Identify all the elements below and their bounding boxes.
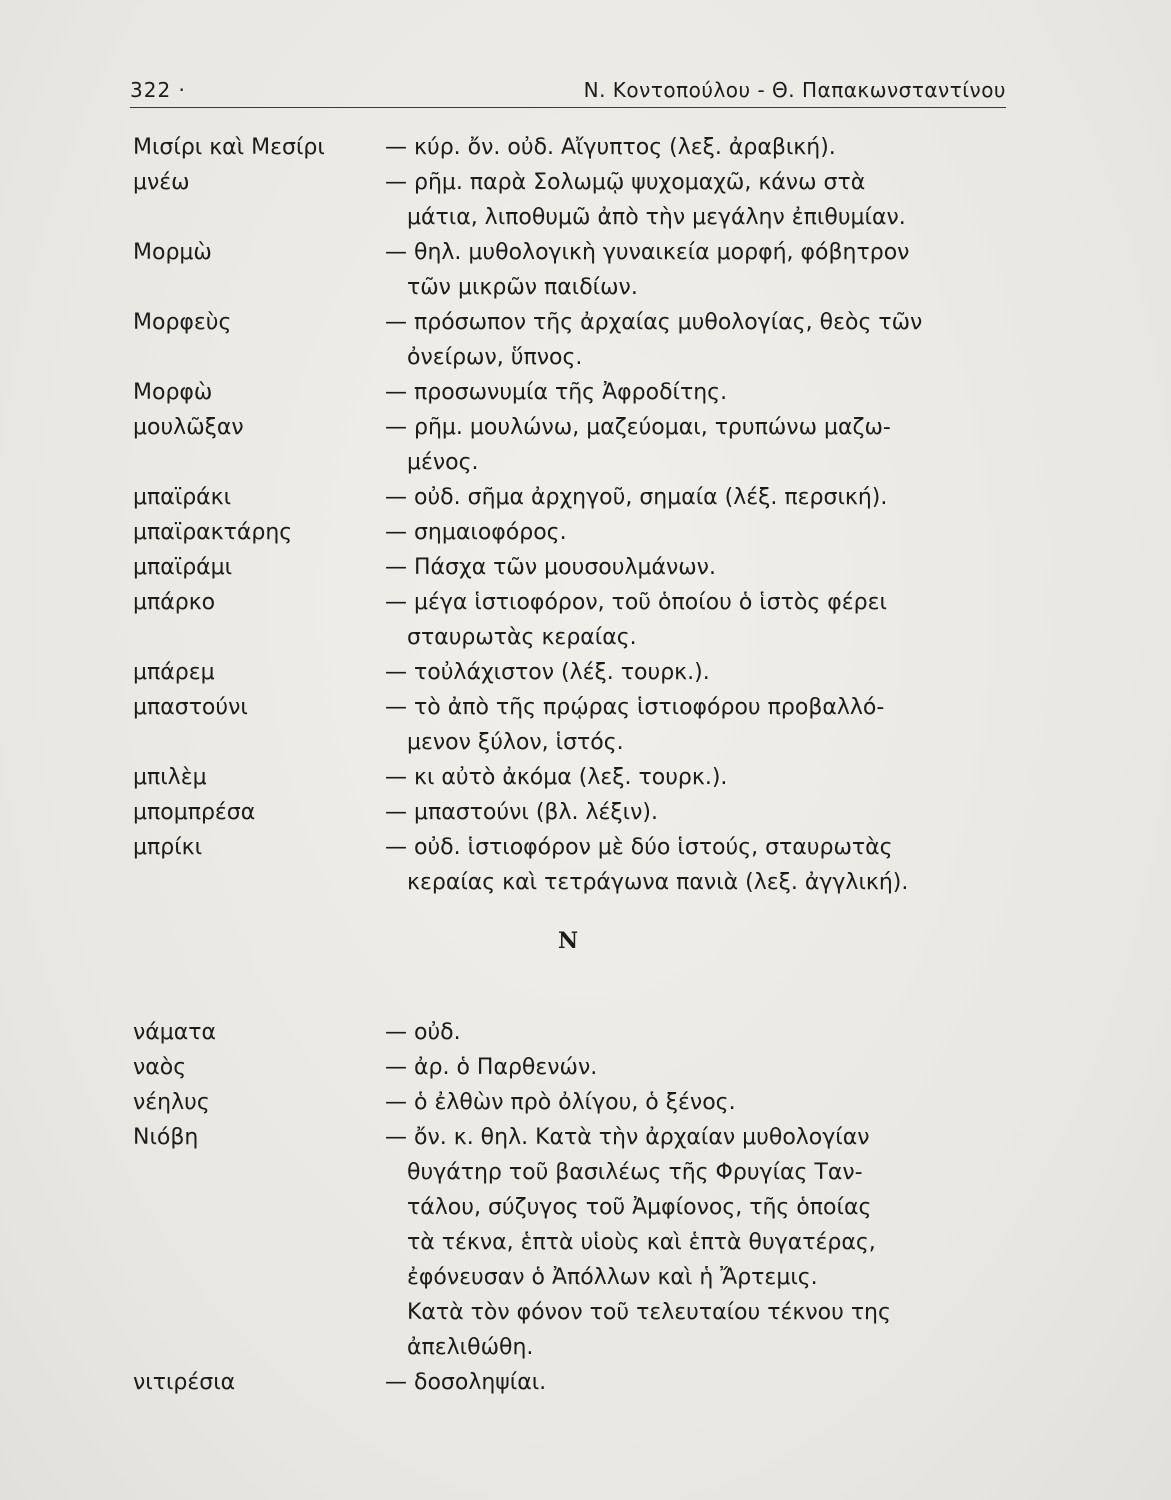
glossary-entry bbox=[133, 1085, 1013, 1120]
glossary-entry bbox=[133, 1050, 1013, 1085]
definition-line: — οὐδ. σῆμα ἀρχηγοῦ, σημαία (λέξ. περσική). bbox=[385, 485, 888, 510]
entry-definition bbox=[385, 1015, 1013, 1050]
entries-m-section bbox=[133, 130, 1013, 900]
glossary-entry bbox=[133, 235, 1013, 305]
entry-definition bbox=[385, 760, 1013, 795]
definition-line: — ὁ ἐλθὼν πρὸ ὀλίγου, ὁ ξένος. bbox=[385, 1090, 736, 1115]
entry-definition bbox=[385, 165, 1013, 235]
definition-line: — οὐδ. ἱστιοφόρον μὲ δύο ἱστούς, σταυρωτὰς bbox=[385, 835, 893, 860]
definition-line: — μέγα ἱστιοφόρον, τοῦ ὁποίου ὁ ἱστὸς φέρει bbox=[385, 590, 887, 615]
glossary-entry bbox=[133, 375, 1013, 410]
definition-line: — ρῆμ. μουλώνω, μαζεύομαι, τρυπώνω μαζω- bbox=[385, 415, 891, 440]
entry-definition bbox=[385, 305, 1013, 375]
glossary-entry bbox=[133, 1015, 1013, 1050]
entry-definition bbox=[385, 410, 1013, 480]
entry-term: μπαϊράμι bbox=[133, 555, 233, 580]
entry-definition bbox=[385, 1050, 1013, 1085]
definition-line: — τοὐλάχιστον (λέξ. τουρκ.). bbox=[385, 660, 710, 685]
definition-line: — θηλ. μυθολογικὴ γυναικεία μορφή, φόβητρον bbox=[385, 240, 910, 265]
definition-line: — δοσοληψίαι. bbox=[385, 1370, 547, 1395]
entry-definition bbox=[385, 795, 1013, 830]
definition-line: ὀνείρων, ὕπνος. bbox=[407, 345, 583, 370]
entry-definition bbox=[385, 515, 1013, 550]
glossary-entry bbox=[133, 550, 1013, 585]
definition-line: κεραίας καὶ τετράγωνα πανιὰ (λεξ. ἀγγλική). bbox=[407, 870, 909, 895]
entry-term: μπάρκο bbox=[133, 590, 216, 615]
entry-term: μπαϊράκι bbox=[133, 485, 232, 510]
entry-term: Μισίρι καὶ Μεσίρι bbox=[133, 135, 325, 160]
entry-term: μπαϊρακτάρης bbox=[133, 520, 293, 545]
definition-line: Κατὰ τὸν φόνον τοῦ τελευταίου τέκνου της bbox=[407, 1300, 891, 1325]
definition-line: — πρόσωπον τῆς ἀρχαίας μυθολογίας, θεὸς τῶν bbox=[385, 310, 923, 335]
page-number: 322 · bbox=[130, 78, 186, 102]
glossary-entry bbox=[133, 760, 1013, 795]
definition-line: — ὄν. κ. θηλ. Κατὰ τὴν ἀρχαίαν μυθολογίαν bbox=[385, 1125, 870, 1150]
definition-line: ἐφόνευσαν ὁ Ἀπόλλων καὶ ἡ Ἄρτεμις. bbox=[407, 1265, 818, 1290]
entry-term: Νιόβη bbox=[133, 1125, 199, 1150]
glossary-entry bbox=[133, 830, 1013, 900]
entry-definition bbox=[385, 480, 1013, 515]
definition-line: — οὐδ. bbox=[385, 1020, 461, 1045]
glossary-entries bbox=[133, 130, 1013, 1400]
entry-term: μπάρεμ bbox=[133, 660, 215, 685]
definition-line: μένος. bbox=[407, 450, 479, 475]
entry-term: ναὸς bbox=[133, 1055, 187, 1080]
entry-term: μπομπρέσα bbox=[133, 800, 256, 825]
entry-definition bbox=[385, 1120, 1013, 1365]
entry-definition bbox=[385, 1365, 1013, 1400]
page-header bbox=[130, 74, 1006, 106]
entry-definition bbox=[385, 550, 1013, 585]
glossary-entry bbox=[133, 690, 1013, 760]
definition-line: θυγάτηρ τοῦ βασιλέως τῆς Φρυγίας Ταν- bbox=[407, 1160, 863, 1185]
entry-term: νιτιρέσια bbox=[133, 1370, 236, 1395]
glossary-entry bbox=[133, 480, 1013, 515]
entry-definition bbox=[385, 130, 1013, 165]
glossary-entry bbox=[133, 585, 1013, 655]
definition-line: μάτια, λιποθυμῶ ἀπὸ τὴν μεγάλην ἐπιθυμίαν. bbox=[407, 205, 906, 230]
glossary-entry bbox=[133, 130, 1013, 165]
glossary-entry bbox=[133, 165, 1013, 235]
glossary-entry bbox=[133, 515, 1013, 550]
entry-term: Μορφὼ bbox=[133, 380, 213, 405]
glossary-entry bbox=[133, 655, 1013, 690]
definition-line: — κι αὐτὸ ἀκόμα (λεξ. τουρκ.). bbox=[385, 765, 728, 790]
entry-definition bbox=[385, 235, 1013, 305]
entries-n-section bbox=[133, 1015, 1013, 1400]
entry-term: Μορμὼ bbox=[133, 240, 212, 265]
definition-line: ἀπελιθώθη. bbox=[407, 1335, 534, 1360]
definition-line: — Πάσχα τῶν μουσουλμάνων. bbox=[385, 555, 716, 580]
entry-term: μπαστούνι bbox=[133, 695, 248, 720]
entry-term: μπρίκι bbox=[133, 835, 203, 860]
definition-line: σταυρωτὰς κεραίας. bbox=[407, 625, 637, 650]
entry-definition bbox=[385, 1085, 1013, 1120]
definition-line: — μπαστούνι (βλ. λέξιν). bbox=[385, 800, 658, 825]
definition-line: τὰ τέκνα, ἑπτὰ υἱοὺς καὶ ἑπτὰ θυγατέρας, bbox=[407, 1230, 876, 1255]
header-rule bbox=[130, 107, 1006, 108]
entry-term: Μορφεὺς bbox=[133, 310, 232, 335]
glossary-entry bbox=[133, 795, 1013, 830]
entry-definition bbox=[385, 655, 1013, 690]
definition-line: — ἀρ. ὁ Παρθενών. bbox=[385, 1055, 598, 1080]
running-head: Ν. Κοντοπούλου - Θ. Παπακωνσταντίνου bbox=[583, 78, 1006, 102]
entry-term: μνέω bbox=[133, 170, 190, 195]
section-letter-n: Ν bbox=[557, 928, 579, 954]
entry-term: νάματα bbox=[133, 1020, 217, 1045]
definition-line: — κύρ. ὄν. οὐδ. Αἴγυπτος (λεξ. ἀραβική). bbox=[385, 135, 836, 160]
entry-term: μουλῶξαν bbox=[133, 415, 244, 440]
definition-line: — προσωνυμία τῆς Ἀφροδίτης. bbox=[385, 380, 728, 405]
entry-term: νέηλυς bbox=[133, 1090, 210, 1115]
definition-line: — σημαιοφόρος. bbox=[385, 520, 567, 545]
definition-line: — τὸ ἀπὸ τῆς πρῴρας ἱστιοφόρου προβαλλό- bbox=[385, 695, 885, 720]
glossary-entry bbox=[133, 410, 1013, 480]
entry-definition bbox=[385, 830, 1013, 900]
entry-definition bbox=[385, 690, 1013, 760]
glossary-entry bbox=[133, 305, 1013, 375]
definition-line: — ρῆμ. παρὰ Σολωμῷ ψυχομαχῶ, κάνω στὰ bbox=[385, 170, 866, 195]
entry-definition bbox=[385, 585, 1013, 655]
entry-definition bbox=[385, 375, 1013, 410]
definition-line: τάλου, σύζυγος τοῦ Ἀμφίονος, τῆς ὁποίας bbox=[407, 1195, 872, 1220]
entry-term: μπιλὲμ bbox=[133, 765, 207, 790]
glossary-entry bbox=[133, 1365, 1013, 1400]
glossary-entry bbox=[133, 1120, 1013, 1365]
definition-line: μενον ξύλον, ἱστός. bbox=[407, 730, 624, 755]
definition-line: τῶν μικρῶν παιδίων. bbox=[407, 275, 638, 300]
